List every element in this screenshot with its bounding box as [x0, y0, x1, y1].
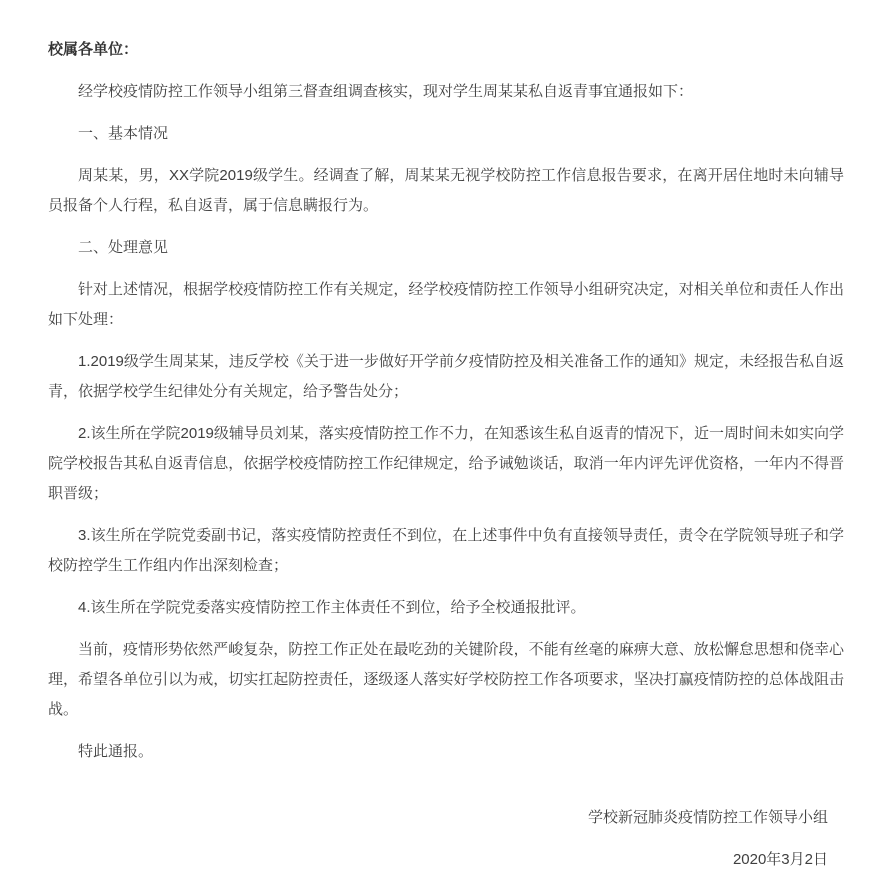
section2-intro: 针对上述情况，根据学校疫情防控工作有关规定，经学校疫情防控工作领导小组研究决定，对相关单位和责任人作出如下处理：	[48, 281, 844, 328]
salutation: 校属各单位：	[48, 41, 139, 58]
decision-item-3: 3.该生所在学院党委副书记，落实疫情防控责任不到位，在上述事件中负有直接领导责任，责令在学院领导班子和学校防控学生工作组内作出深刻检查；	[48, 527, 844, 574]
notice-document	[48, 35, 844, 875]
section1-heading: 一、基本情况	[78, 125, 169, 142]
decision-item-2: 2.该生所在学院2019级辅导员刘某，落实疫情防控工作不力，在知悉该生私自返青的情况下，近一周时间未如实向学院学校报告其私自返青信息，依据学校疫情防控工作纪律规定，给予诫勉谈话，取消一年内评先评优资格，一年内不得晋职晋级；	[48, 425, 844, 502]
signature-block	[48, 803, 844, 875]
signature-org: 学校新冠肺炎疫情防控工作领导小组	[587, 809, 828, 826]
signature-date: 2020年3月2日	[732, 851, 828, 868]
intro-paragraph: 经学校疫情防控工作领导小组第三督查组调查核实，现对学生周某某私自返青事宜通报如下：	[78, 83, 694, 100]
final-note: 特此通报。	[78, 743, 154, 760]
closing-paragraph: 当前，疫情形势依然严峻复杂，防控工作正处在最吃劲的关键阶段，不能有丝毫的麻痹大意、放松懈怠思想和侥幸心理，希望各单位引以为戒，切实扛起防控责任，逐级逐人落实好学校防控工作各项要求，坚决打赢疫情防控的总体战阻击战。	[48, 641, 844, 718]
section1-body: 周某某，男，XX学院2019级学生。经调查了解，周某某无视学校防控工作信息报告要求，在离开居住地时未向辅导员报备个人行程，私自返青，属于信息瞒报行为。	[48, 167, 844, 214]
decision-item-1: 1.2019级学生周某某，违反学校《关于进一步做好开学前夕疫情防控及相关准备工作的通知》规定，未经报告私自返青，依据学校学生纪律处分有关规定，给予警告处分；	[48, 353, 844, 400]
decision-item-4: 4.该生所在学院党委落实疫情防控工作主体责任不到位，给予全校通报批评。	[78, 599, 586, 616]
section2-heading: 二、处理意见	[78, 239, 169, 256]
